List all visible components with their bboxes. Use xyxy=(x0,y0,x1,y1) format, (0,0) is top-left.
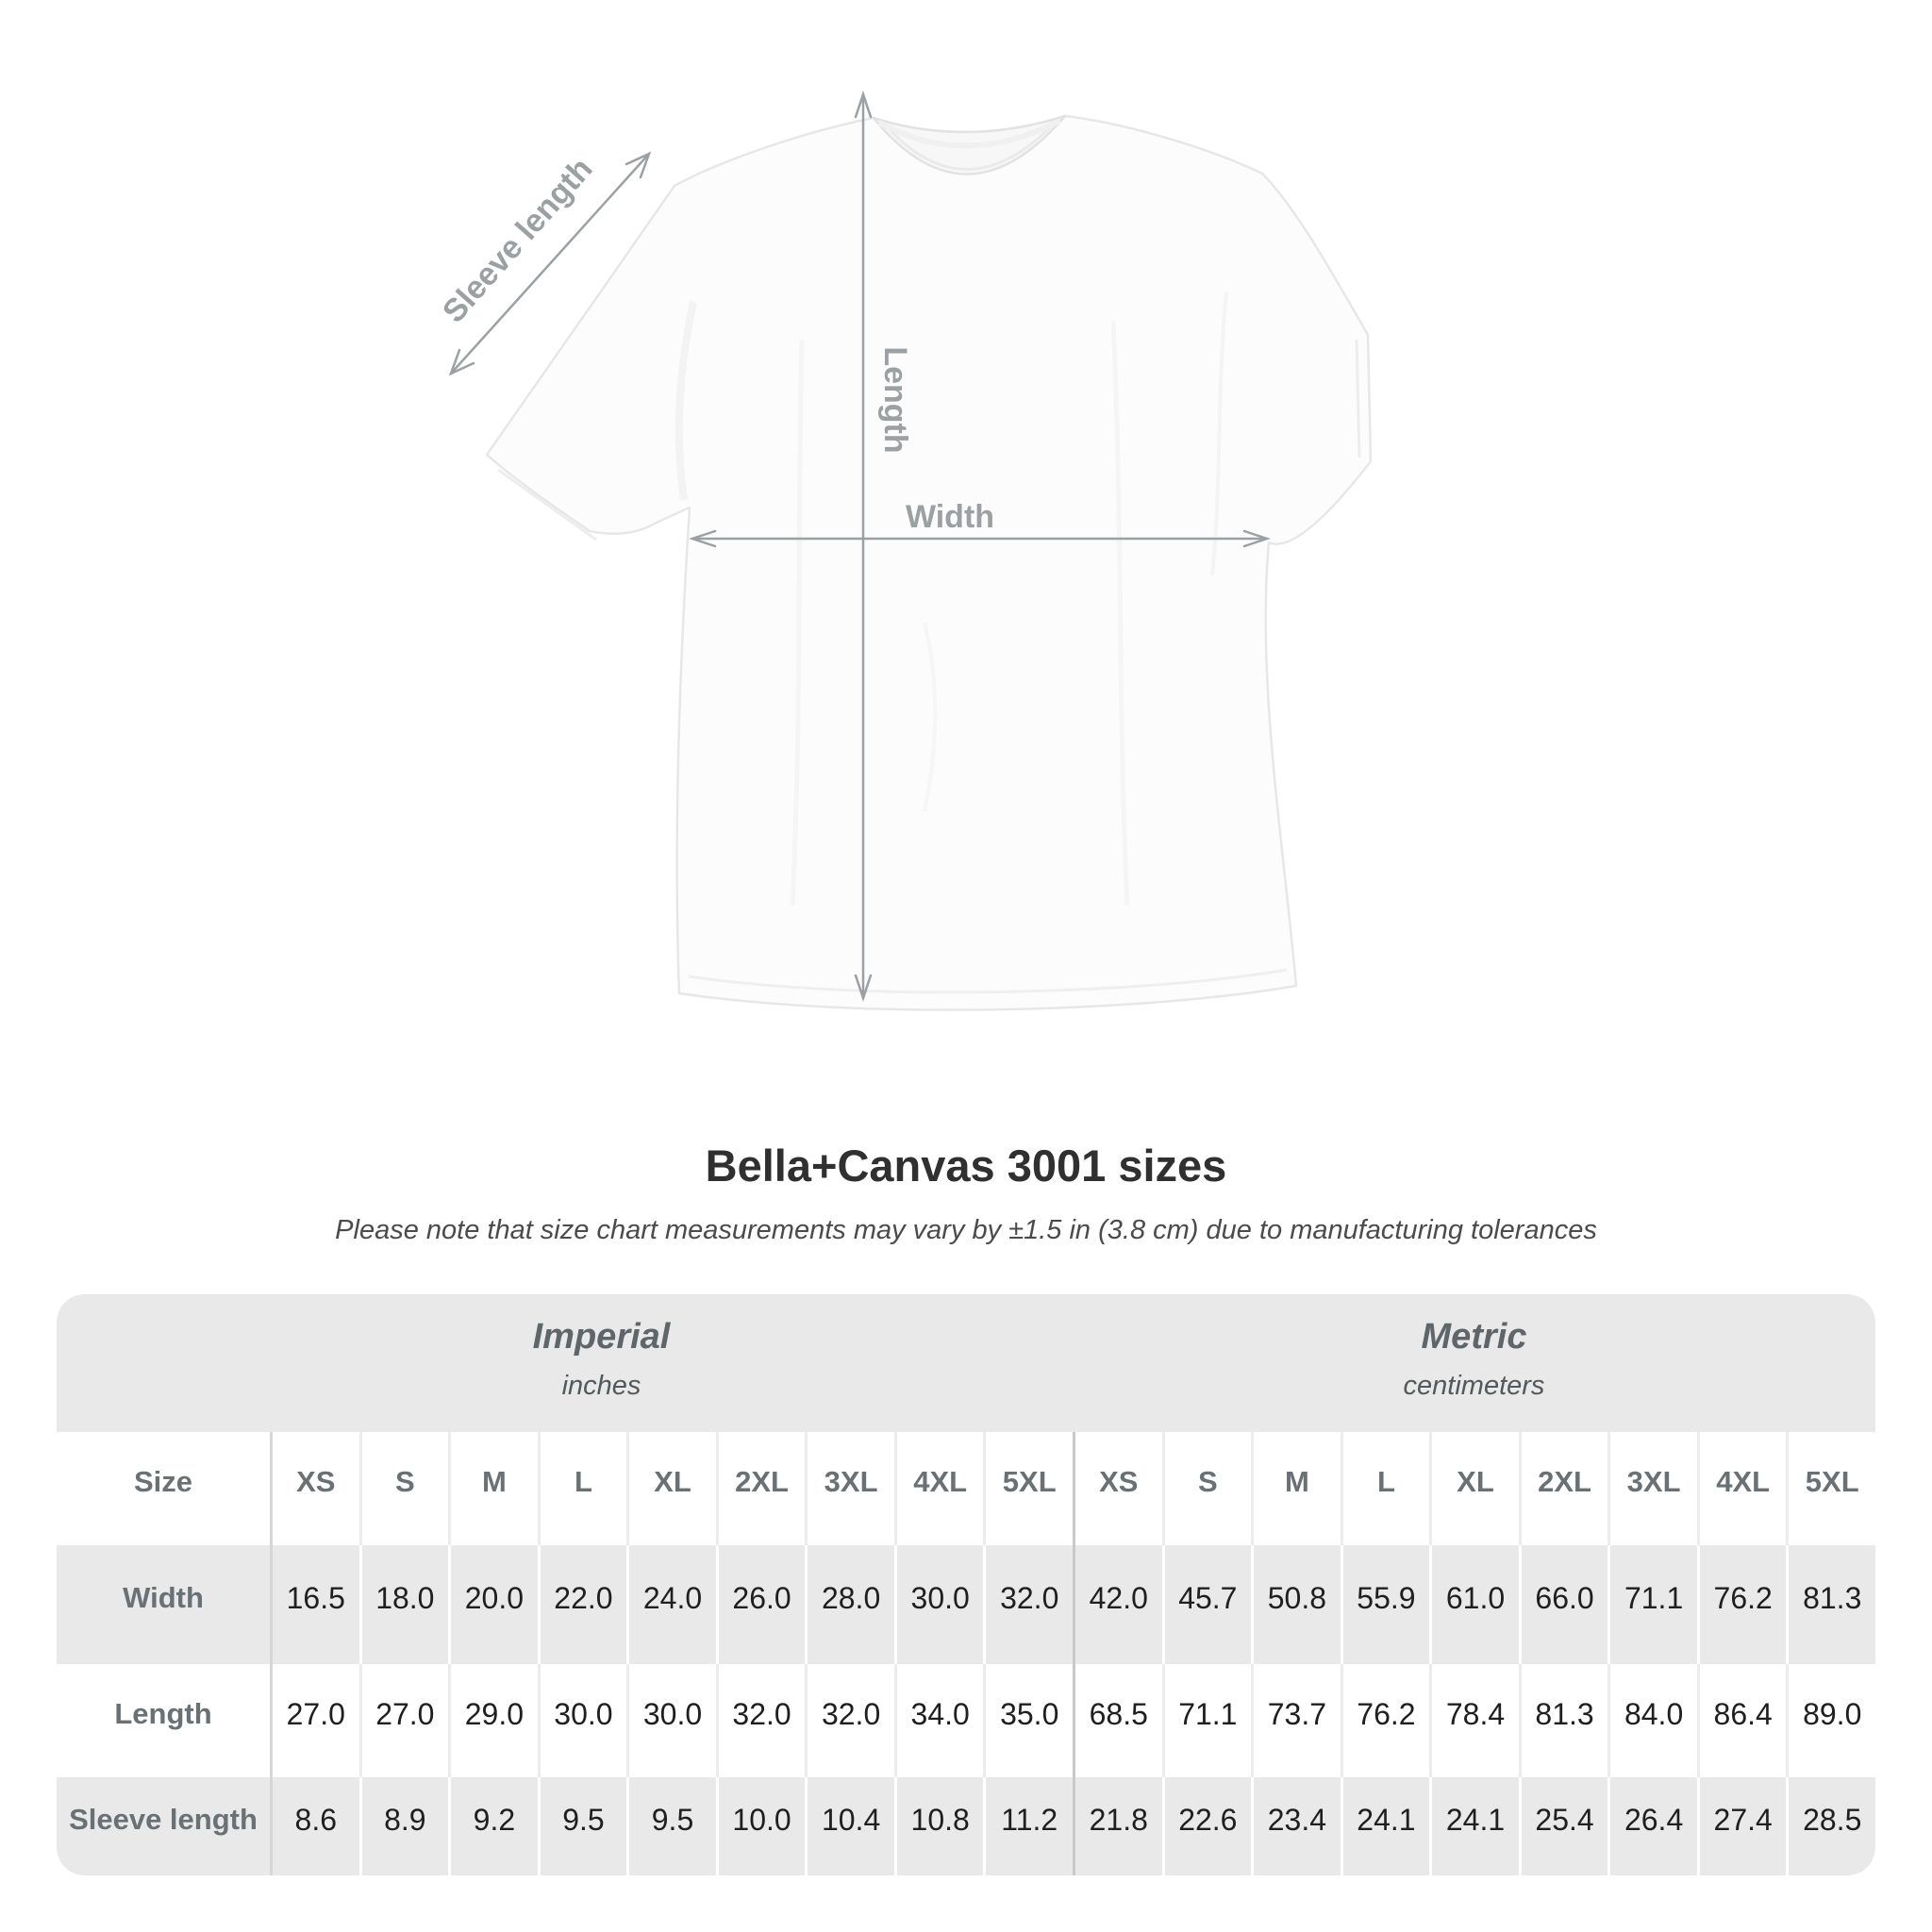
width-diagram-label: Width xyxy=(905,499,995,535)
length-metric-2xl: 81.3 xyxy=(1519,1664,1608,1777)
sleeve-length-metric-l: 24.1 xyxy=(1341,1777,1430,1875)
size-column-header: Size xyxy=(133,1465,193,1498)
imperial-section-header xyxy=(57,1294,1073,1432)
length-imperial-xs: 27.0 xyxy=(270,1664,359,1777)
width-metric-s: 45.7 xyxy=(1162,1545,1252,1664)
size-header-metric-xl: XL xyxy=(1429,1432,1519,1545)
length-imperial-2xl: 32.0 xyxy=(716,1664,806,1777)
width-row xyxy=(57,1545,1875,1664)
length-imperial-5xl: 35.0 xyxy=(983,1664,1073,1777)
size-header-imperial-5xl: 5XL xyxy=(983,1432,1073,1545)
width-imperial-3xl: 28.0 xyxy=(805,1545,894,1664)
length-diagram-label: Length xyxy=(877,346,913,454)
width-imperial-s: 18.0 xyxy=(359,1545,449,1664)
row-label-width: Width xyxy=(123,1581,204,1614)
sleeve-length-diagram-label: Sleeve length xyxy=(435,151,600,330)
length-metric-5xl: 89.0 xyxy=(1786,1664,1875,1777)
length-metric-s: 71.1 xyxy=(1162,1664,1252,1777)
width-imperial-xl: 24.0 xyxy=(626,1545,716,1664)
length-imperial-xl: 30.0 xyxy=(626,1664,716,1777)
size-header-metric-2xl: 2XL xyxy=(1519,1432,1608,1545)
metric-label: Metric xyxy=(1421,1317,1527,1357)
length-imperial-s: 27.0 xyxy=(359,1664,449,1777)
metric-section-header xyxy=(1073,1294,1875,1432)
length-metric-3xl: 84.0 xyxy=(1607,1664,1697,1777)
size-header-imperial-4xl: 4XL xyxy=(894,1432,984,1545)
length-imperial-m: 29.0 xyxy=(448,1664,538,1777)
sleeve-length-imperial-m: 9.2 xyxy=(448,1777,538,1875)
sleeve-length-imperial-3xl: 10.4 xyxy=(805,1777,894,1875)
sleeve-length-metric-m: 23.4 xyxy=(1251,1777,1341,1875)
size-header-metric-xs: XS xyxy=(1073,1432,1162,1545)
metric-unit: centimeters xyxy=(1403,1371,1545,1401)
width-metric-xl: 61.0 xyxy=(1429,1545,1519,1664)
length-metric-4xl: 86.4 xyxy=(1697,1664,1787,1777)
width-imperial-l: 22.0 xyxy=(538,1545,627,1664)
imperial-unit: inches xyxy=(561,1371,641,1401)
size-header-imperial-xl: XL xyxy=(626,1432,716,1545)
size-header-row xyxy=(57,1432,1875,1545)
length-metric-l: 76.2 xyxy=(1341,1664,1430,1777)
size-header-imperial-xs: XS xyxy=(270,1432,359,1545)
sleeve-length-metric-3xl: 26.4 xyxy=(1607,1777,1697,1875)
size-header-metric-3xl: 3XL xyxy=(1607,1432,1697,1545)
width-imperial-5xl: 32.0 xyxy=(983,1545,1073,1664)
imperial-label: Imperial xyxy=(532,1317,671,1357)
width-imperial-xs: 16.5 xyxy=(270,1545,359,1664)
sleeve-length-imperial-l: 9.5 xyxy=(538,1777,627,1875)
width-imperial-2xl: 26.0 xyxy=(716,1545,806,1664)
tshirt-measurement-diagram xyxy=(396,57,1396,1113)
size-header-imperial-m: M xyxy=(448,1432,538,1545)
width-imperial-4xl: 30.0 xyxy=(894,1545,984,1664)
length-metric-xs: 68.5 xyxy=(1073,1664,1162,1777)
width-metric-xs: 42.0 xyxy=(1073,1545,1162,1664)
size-header-metric-4xl: 4XL xyxy=(1697,1432,1787,1545)
page-title: Bella+Canvas 3001 sizes xyxy=(705,1141,1227,1191)
size-header-imperial-3xl: 3XL xyxy=(805,1432,894,1545)
length-row xyxy=(57,1664,1875,1777)
sleeve-length-metric-xs: 21.8 xyxy=(1073,1777,1162,1875)
size-header-metric-s: S xyxy=(1162,1432,1252,1545)
length-imperial-4xl: 34.0 xyxy=(894,1664,984,1777)
sleeve-length-imperial-xl: 9.5 xyxy=(626,1777,716,1875)
size-header-imperial-s: S xyxy=(359,1432,449,1545)
width-metric-3xl: 71.1 xyxy=(1607,1545,1697,1664)
length-imperial-l: 30.0 xyxy=(538,1664,627,1777)
sleeve-length-metric-xl: 24.1 xyxy=(1429,1777,1519,1875)
sleeve-length-imperial-4xl: 10.8 xyxy=(894,1777,984,1875)
width-metric-2xl: 66.0 xyxy=(1519,1545,1608,1664)
width-metric-5xl: 81.3 xyxy=(1786,1545,1875,1664)
width-metric-4xl: 76.2 xyxy=(1697,1545,1787,1664)
size-header-imperial-l: L xyxy=(538,1432,627,1545)
width-imperial-m: 20.0 xyxy=(448,1545,538,1664)
sleeve-length-metric-4xl: 27.4 xyxy=(1697,1777,1787,1875)
length-metric-m: 73.7 xyxy=(1251,1664,1341,1777)
size-header-metric-l: L xyxy=(1341,1432,1430,1545)
size-table xyxy=(57,1294,1875,1875)
unit-section-header-row xyxy=(57,1294,1875,1432)
tolerance-note: Please note that size chart measurements may vary by ±1.5 in (3.8 cm) due to manufacturing tolerances xyxy=(335,1215,1597,1245)
sleeve-length-metric-5xl: 28.5 xyxy=(1786,1777,1875,1875)
width-metric-m: 50.8 xyxy=(1251,1545,1341,1664)
sleeve-length-imperial-2xl: 10.0 xyxy=(716,1777,806,1875)
size-header-metric-m: M xyxy=(1251,1432,1341,1545)
size-header-imperial-2xl: 2XL xyxy=(716,1432,806,1545)
sleeve-length-imperial-xs: 8.6 xyxy=(270,1777,359,1875)
sleeve-length-metric-s: 22.6 xyxy=(1162,1777,1252,1875)
width-metric-l: 55.9 xyxy=(1341,1545,1430,1664)
sleeve-length-row xyxy=(57,1777,1875,1875)
row-label-sleeve-length: Sleeve length xyxy=(69,1803,258,1836)
size-header-metric-5xl: 5XL xyxy=(1786,1432,1875,1545)
sleeve-length-imperial-5xl: 11.2 xyxy=(983,1777,1073,1875)
sleeve-length-metric-2xl: 25.4 xyxy=(1519,1777,1608,1875)
length-imperial-3xl: 32.0 xyxy=(805,1664,894,1777)
sleeve-length-imperial-s: 8.9 xyxy=(359,1777,449,1875)
row-label-length: Length xyxy=(114,1697,212,1730)
tshirt-illustration xyxy=(487,116,1371,1010)
length-metric-xl: 78.4 xyxy=(1429,1664,1519,1777)
tshirt-body xyxy=(487,116,1371,1010)
